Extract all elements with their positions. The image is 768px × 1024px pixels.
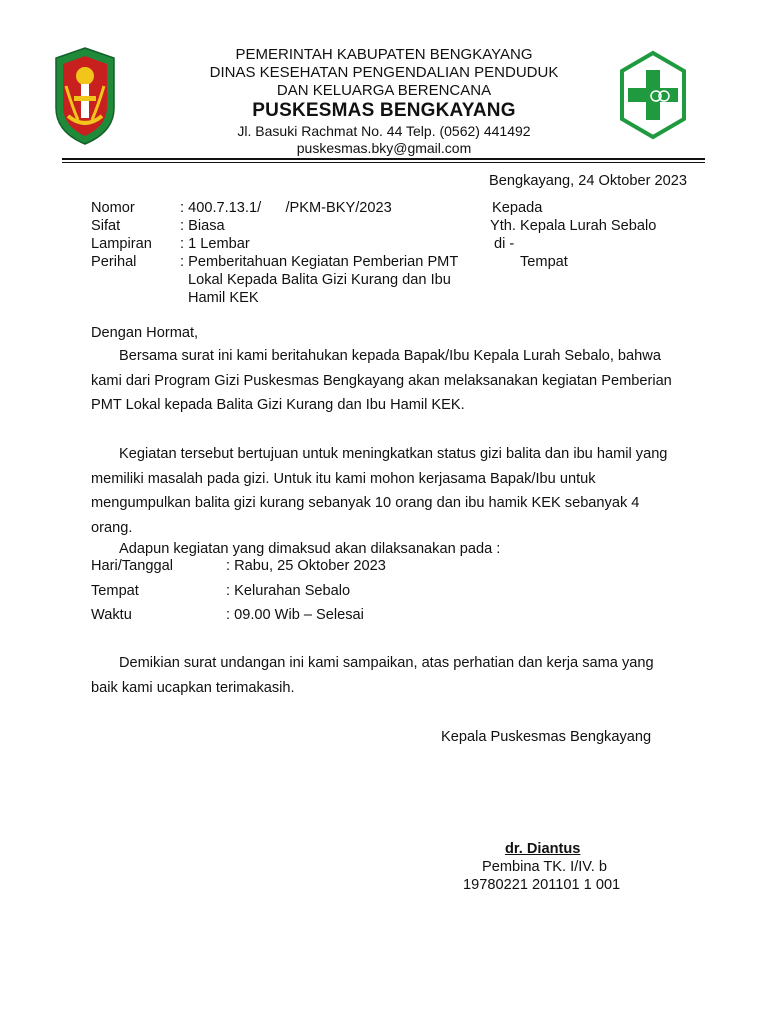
- signature-name: dr. Diantus: [505, 841, 581, 857]
- body-paragraph-1: Bersama surat ini kami beritahukan kepada Bapak/Ibu Kepala Lurah Sebalo, bahwa kami dari Program Gizi Puskesmas Bengkayang akan melaksanakan kegiatan Pemberian PMT Lokal kepada Balita Gizi Kurang dan Ibu Hamil KEK.: [91, 348, 672, 413]
- body-paragraph-3: Adapun kegiatan yang dimaksud akan dilaksanakan pada :: [119, 541, 501, 557]
- greeting: Dengan Hormat,: [91, 325, 199, 341]
- schedule-label-place: Tempat: [91, 583, 139, 599]
- meta-value-nomor: : 400.7.13.1/ /PKM-BKY/2023: [180, 200, 392, 216]
- signature-rank: Pembina TK. I/IV. b: [482, 859, 607, 875]
- recipient-tempat: Tempat: [520, 254, 568, 270]
- meta-label-perihal: Perihal: [91, 254, 137, 270]
- recipient-di: di -: [494, 236, 515, 252]
- schedule-value-place: : Kelurahan Sebalo: [226, 583, 351, 599]
- schedule-value-date: : Rabu, 25 Oktober 2023: [226, 558, 386, 574]
- meta-value-sifat: : Biasa: [180, 218, 225, 234]
- signature-nip: 19780221 201101 1 001: [463, 877, 621, 893]
- letter-date: Bengkayang, 24 Oktober 2023: [489, 173, 687, 189]
- meta-value-perihal-line2: Lokal Kepada Balita Gizi Kurang dan Ibu: [188, 272, 451, 288]
- header-line3: DAN KELUARGA BERENCANA: [276, 82, 492, 99]
- schedule-label-date: Hari/Tanggal: [91, 558, 173, 574]
- header-email: puskesmas.bky@gmail.com: [296, 140, 472, 156]
- closing-paragraph: Demikian surat undangan ini kami sampaikan, atas perhatian dan kerja sama yang baik kami ucapkan terimakasih.: [91, 655, 654, 696]
- body-paragraph-2: Kegiatan tersebut bertujuan untuk meningkatkan status gizi balita dan ibu hamil yang memiliki masalah pada gizi. Untuk itu kami mohon kerjasama Bapak/Ibu untuk mengumpulkan balita gizi kurang sebanyak 10 orang dan ibu hamik KEK sebanyak 4 orang.: [91, 446, 668, 536]
- meta-value-perihal: : Pemberitahuan Kegiatan Pemberian PMT: [180, 254, 459, 270]
- meta-label-nomor: Nomor: [91, 200, 135, 216]
- meta-value-lampiran: : 1 Lembar: [180, 236, 250, 252]
- header-line2: DINAS KESEHATAN PENGENDALIAN PENDUDUK: [209, 64, 559, 81]
- recipient-name: Yth. Kepala Lurah Sebalo: [490, 218, 657, 234]
- recipient-kepada: Kepada: [492, 200, 543, 216]
- header-address: Jl. Basuki Rachmat No. 44 Telp. (0562) 441492: [237, 123, 531, 139]
- schedule-value-time: : 09.00 Wib – Selesai: [226, 607, 364, 623]
- header-divider-thick: [62, 158, 705, 160]
- meta-value-perihal-line3: Hamil KEK: [188, 290, 259, 306]
- signature-position: Kepala Puskesmas Bengkayang: [441, 729, 652, 745]
- header-title: PUSKESMAS BENGKAYANG: [252, 100, 516, 121]
- schedule-label-time: Waktu: [91, 607, 132, 623]
- meta-label-lampiran: Lampiran: [91, 236, 152, 252]
- header-line1: PEMERINTAH KABUPATEN BENGKAYANG: [235, 46, 533, 63]
- meta-label-sifat: Sifat: [91, 218, 121, 234]
- header-divider-thin: [62, 162, 705, 163]
